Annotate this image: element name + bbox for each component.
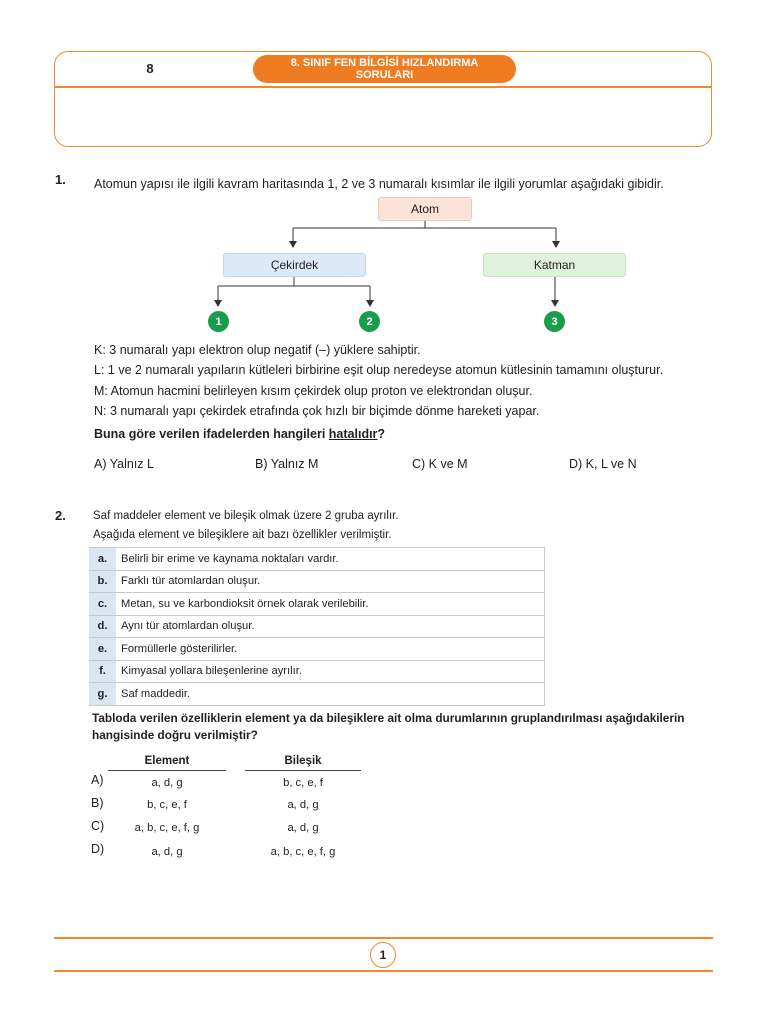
row-key: c. <box>89 593 116 616</box>
concept-node-nucleus: Çekirdek <box>223 253 366 277</box>
header-title <box>253 55 516 83</box>
q2-option-c-element: a, b, c, e, f, g <box>134 822 200 834</box>
row-key: a. <box>89 548 116 571</box>
q1-option-c[interactable]: C) K ve M <box>412 457 468 471</box>
statement-k: K: 3 numaralı yapı elektron olup negatif (–) yüklere sahiptir. <box>94 343 421 357</box>
table-row <box>89 683 545 706</box>
row-key: f. <box>89 660 116 683</box>
concept-circle-2: 2 <box>359 311 380 332</box>
question-2-intro-2: Aşağıda element ve bileşiklere ait bazı özellikler verilmiştir. <box>93 529 392 541</box>
row-text: Aynı tür atomlardan oluşur. <box>116 615 545 638</box>
q1-option-a[interactable]: A) Yalnız L <box>94 457 154 471</box>
question-1-prompt <box>94 427 385 441</box>
q1-option-d[interactable]: D) K, L ve N <box>569 457 637 471</box>
concept-node-shell: Katman <box>483 253 626 277</box>
q2-option-c-compound: a, d, g <box>287 822 319 834</box>
question-2-number: 2. <box>55 508 66 523</box>
row-text: Metan, su ve karbondioksit örnek olarak verilebilir. <box>116 593 545 616</box>
table-row <box>89 548 545 571</box>
q2-option-b-compound: a, d, g <box>287 799 319 811</box>
q2-option-d-letter[interactable]: D) <box>91 842 105 856</box>
question-1-number: 1. <box>55 172 66 187</box>
row-key: b. <box>89 570 116 593</box>
q2-option-b-letter[interactable]: B) <box>91 796 104 810</box>
q2-option-b-element: b, c, e, f <box>147 799 187 811</box>
table-row <box>89 615 545 638</box>
header-title-line2: SORULARI <box>355 69 414 81</box>
question-2-intro-1: Saf maddeler element ve bileşik olmak üzere 2 gruba ayrılır. <box>93 510 399 522</box>
answer-header-rule <box>245 770 361 771</box>
q2-option-a-compound: b, c, e, f <box>283 777 323 789</box>
table-row <box>89 593 545 616</box>
answer-header-rule <box>108 770 226 771</box>
question-1-prompt-text: Buna göre verilen ifadelerden hangileri <box>94 427 329 441</box>
row-key: e. <box>89 638 116 661</box>
q2-option-c-letter[interactable]: C) <box>91 819 105 833</box>
concept-node-atom: Atom <box>378 197 472 221</box>
row-key: d. <box>89 615 116 638</box>
answer-header-element: Element <box>144 755 190 767</box>
q2-option-a-letter[interactable]: A) <box>91 773 104 787</box>
table-row <box>89 570 545 593</box>
q2-option-d-element: a, d, g <box>151 846 183 858</box>
q2-option-d-compound: a, b, c, e, f, g <box>270 846 336 858</box>
concept-circle-1: 1 <box>208 311 229 332</box>
table-row <box>89 660 545 683</box>
properties-table <box>89 547 545 706</box>
concept-circle-3: 3 <box>544 311 565 332</box>
question-1-keyword: hatalıdır <box>328 427 378 441</box>
page-number: 1 <box>370 942 396 968</box>
row-text: Saf maddedir. <box>116 683 545 706</box>
statement-n: N: 3 numaralı yapı çekirdek etrafında çok hızlı bir biçimde dönme hareketi yapar. <box>94 404 540 418</box>
grade-number: 8 <box>146 61 154 76</box>
question-1-mark: ? <box>377 427 386 441</box>
q1-option-b[interactable]: B) Yalnız M <box>255 457 319 471</box>
footer-line-top <box>54 937 713 939</box>
answer-header-compound: Bileşik <box>284 755 322 767</box>
statement-m: M: Atomun hacmini belirleyen kısım çekirdek olup proton ve elektrondan oluşur. <box>94 384 533 398</box>
row-text: Belirli bir erime ve kaynama noktaları vardır. <box>116 548 545 571</box>
row-key: g. <box>89 683 116 706</box>
statement-l: L: 1 ve 2 numaralı yapıların kütleleri birbirine eşit olup neredeyse atomun kütlesinin tamamını oluşturur. <box>94 363 664 377</box>
q2-option-a-element: a, d, g <box>151 777 183 789</box>
question-2-prompt-2: hangisinde doğru verilmiştir? <box>92 728 258 742</box>
row-text: Farklı tür atomlardan oluşur. <box>116 570 545 593</box>
row-text: Kimyasal yollara bileşenlerine ayrılır. <box>116 660 545 683</box>
question-1-intro: Atomun yapısı ile ilgili kavram haritasında 1, 2 ve 3 numaralı kısımlar ile ilgili yorumlar aşağıdaki gibidir. <box>94 177 664 191</box>
footer-line-bottom <box>54 970 713 972</box>
question-2-prompt-1: Tabloda verilen özelliklerin element ya da bileşiklere ait olma durumlarının gruplandırılması aşağıdakilerin <box>92 711 685 725</box>
header-title-line1: 8. SINIF FEN BİLGİSİ HIZLANDIRMA <box>290 57 479 69</box>
table-row <box>89 638 545 661</box>
header-divider <box>55 86 711 88</box>
row-text: Formüllerle gösterilirler. <box>116 638 545 661</box>
